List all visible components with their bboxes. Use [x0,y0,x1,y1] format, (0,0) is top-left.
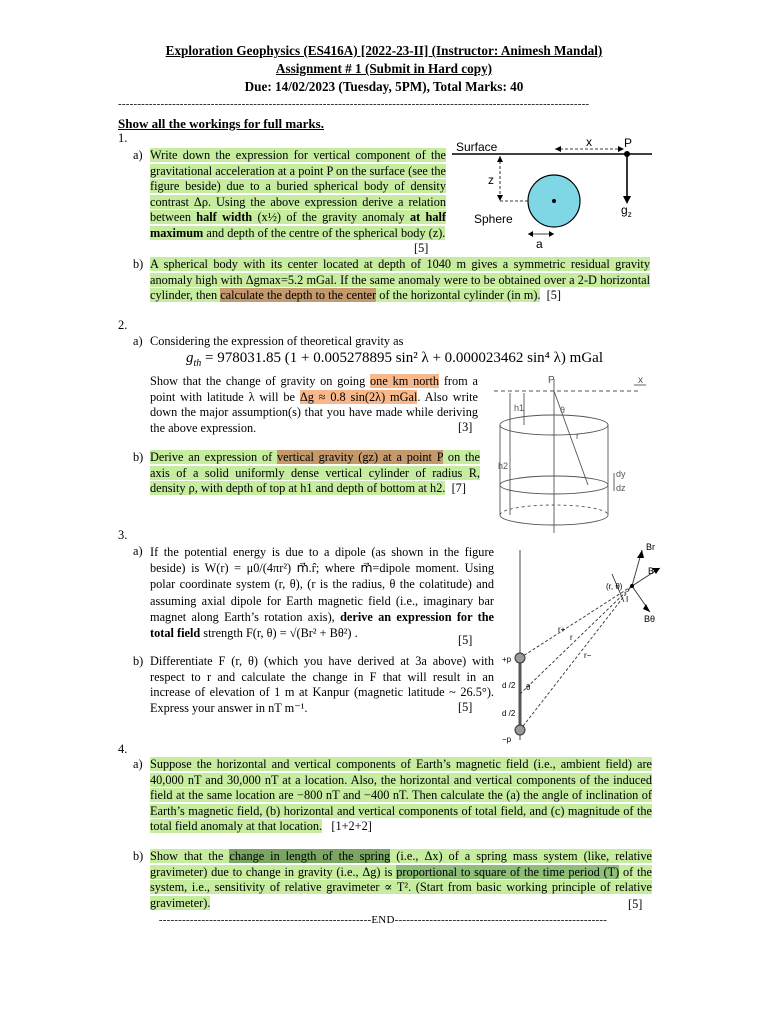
q1b-label: b) [133,257,144,271]
q4a-marks: [1+2+2] [331,819,372,834]
q2-formula [186,351,603,372]
header-title: Exploration Geophysics (ES416A) [2022-23-II] (Instructor: Animesh Mandal) [165,43,603,58]
q1b-text [150,257,650,304]
footer-end: -------------------------------------------------------END------------------------------------------------------- [158,914,608,926]
q1a-bold-halfmax: at half maximum [150,210,446,240]
q2b-text [150,450,480,497]
header-assignment: Assignment # 1 (Submit in Hard copy) [275,61,493,76]
r-minus-line [520,586,632,730]
q1b-text-2: of the horizontal cylinder (in m). [376,288,541,303]
fig2-x: x [638,375,643,386]
q3a-bold: derive an expression for the total field [150,609,494,641]
cylinder-figure [488,373,658,538]
formula-g: g [186,350,194,366]
q2a-text [150,374,478,436]
fig2-h2: h2 [498,461,509,471]
separator-top: -------------------------------------------------------------------------------------------------------------------------- [118,98,590,110]
q2a-highlight-north: one km north [370,374,440,388]
fig-x-label: x [586,135,592,149]
fig3-b: B [648,566,655,576]
q3b-text: Differentiate F (r, θ) (which you have derived at 3a above) with respect to r and calculate the change in F that will result in an increase of elevation of 1 m at Kanpur (magnetic latitude ~ 26.5°). Express your answer in nT m⁻¹. [150,654,494,715]
fig-z-label: z [488,173,494,187]
q4b-text-3: of the system, i.e., sensitivity of relative gravimeter ∝ T². (Start from basic working principle of relative gravimeter). [150,864,652,910]
fig3-plusp: +p [502,655,512,664]
q3a-text [150,544,494,641]
q4b-highlight-period: proportional to square of the time period (T) [396,864,620,879]
q3a-marks: [5] [458,633,473,647]
q2a-highlight-deltag: Δg ≈ 0.8 sin(2λ) mGal [299,389,418,404]
q2a-marks: [3] [458,420,473,434]
q2b-label: b) [133,450,144,464]
formula-rhs: = 978031.85 (1 + 0.005278895 sin² λ + 0.000023462 sin⁴ λ) mGal [201,350,604,366]
q2a-text-1: Show that the change of gravity on going [150,374,371,388]
fig3-theta: θ [526,683,531,692]
q1-number: 1. [118,131,128,145]
q2a-text-2: from a point with latitude λ will be [150,374,478,404]
q1a-text-1: Write down the expression for vertical component of the gravitational acceleration at a point P on the surface (see the figure beside) due to a buried spherical body of density contrast Δρ. Using the above expression derive a relation between [150,148,446,225]
q2b-highlight-gz: vertical gravity (gz) at a point P [277,450,444,464]
q3b-label: b) [133,654,144,668]
fig2-theta: θ [560,405,566,415]
q3a-label: a) [133,544,143,558]
q2b-marks: [7] [451,481,466,496]
q1a-text-3: and depth of the centre of the spherical body (z). [203,225,446,240]
fig3-i: I [626,595,629,604]
q4b-highlight-spring: change in length of the spring [229,849,391,863]
fig3-br: Br [646,542,655,552]
q2a-intro: Considering the expression of theoretical gravity as [150,334,404,348]
sphere-figure [452,134,657,254]
q1b-highlight-depth: calculate the depth to the center [220,288,377,303]
fig-sphere-label: Sphere [474,212,513,226]
q2b-text-1: Derive an expression of [150,450,277,464]
q1a-body [150,148,446,240]
fig3-d2b: d /2 [502,709,516,718]
q3b-marks: [5] [458,700,473,714]
q4b-text-1: Show that the [150,849,230,863]
q2-number: 2. [118,318,128,332]
q1b-marks: [5] [546,288,561,303]
q3a-text-2: strength F(r, θ) = √(Br² + Bθ²) . [200,626,358,641]
fig3-d2a: d /2 [502,681,516,690]
sphere-center [552,199,556,203]
fig-gz-label [621,203,632,219]
fig3-minusp: −p [502,735,512,744]
q4b-text [150,849,652,911]
fig3-rplus: r+ [558,625,566,634]
fig3-r: r [570,633,573,642]
q4a-label: a) [133,757,143,771]
pole-plus [515,653,525,663]
formula-sub: th [193,358,202,369]
q2a-label: a) [133,334,143,348]
q2b-text-2: on the axis of a solid uniformly dense vertical cylinder of radius R, density ρ, with depth of top at h1 and depth of bottom at h2. [150,450,481,496]
fig2-p: P [548,375,555,386]
q1b-text-1: A spherical body with its center located at depth of 1040 m gives a symmetric residual gravity anomaly high with Δgmax=5.2 mGal. If the same anomaly were to be obtained over a 2-D horizontal cylinder, then [150,257,650,303]
q4b-text-2: (i.e., Δx) of a spring mass system (like, relative gravimeter) due to change in gravity (i.e., Δg) is [150,849,653,879]
q1a-text [150,148,446,242]
fig3-btheta: Bθ [644,614,656,624]
dipole-figure [500,540,665,745]
q1a-bold-halfwidth: half width [196,210,253,225]
fig2-h1: h1 [514,403,525,413]
point-r-theta [630,584,634,588]
fig-p-label: P [624,136,633,150]
pole-minus [515,725,525,735]
q1a-text-2: (x½) of the gravity anomaly [252,210,410,225]
q3-number: 3. [118,528,128,542]
q4a-body: Suppose the horizontal and vertical components of Earth’s magnetic field (i.e., ambient field) are 40,000 nT and 30,000 nT at a location. Also, the horizontal and vertical components of the induced field at the same location are −800 nT and −400 nT. Then calculate the (a) the angle of inclination of Earth’s magnetic field, (b) horizontal and vertical components of total field, and (c) magnitude of the total field anomaly at that location. [150,757,652,834]
q4a-text [150,757,652,835]
q3a-text-1: If the potential energy is due to a dipole (as shown in the figure beside) is W(r) = μ0/(4πr²) m⃗.r̂; where m⃗=dipole moment. Using polar coordinate system (r, θ), (r is the radius, θ the colatitude) and assuming axial dipole for Earth magnetic field (i.e., imaginary bar magnet along Earth’s rotation axis), [150,545,494,624]
q4b-marks: [5] [628,897,643,911]
fig-a-label: a [536,237,543,251]
q4-number: 4. [118,742,128,756]
fig2-dz: dz [616,483,626,493]
instruction: Show all the workings for full marks. [118,116,324,131]
fig-surface-label: Surface [456,140,498,154]
header-due: Due: 14/02/2023 (Tuesday, 5PM), Total Marks: 40 [244,79,524,94]
fig-gz-sub: z [627,210,632,219]
q1a-label: a) [133,148,143,162]
r-plus-line [520,586,632,658]
fig-gz-g: g [621,203,628,217]
fig2-r: r [576,431,579,441]
q1a-marks: [5] [414,241,429,255]
r-line [520,586,632,694]
fig3-rminus: r− [584,651,592,660]
fig2-dy: dy [616,469,626,479]
q4b-label: b) [133,849,144,863]
q2a-text-3: . Also write down the major assumption(s) that you have made while deriving the above expression. [150,389,478,435]
fig3-rtheta: (r, θ) [606,582,623,591]
